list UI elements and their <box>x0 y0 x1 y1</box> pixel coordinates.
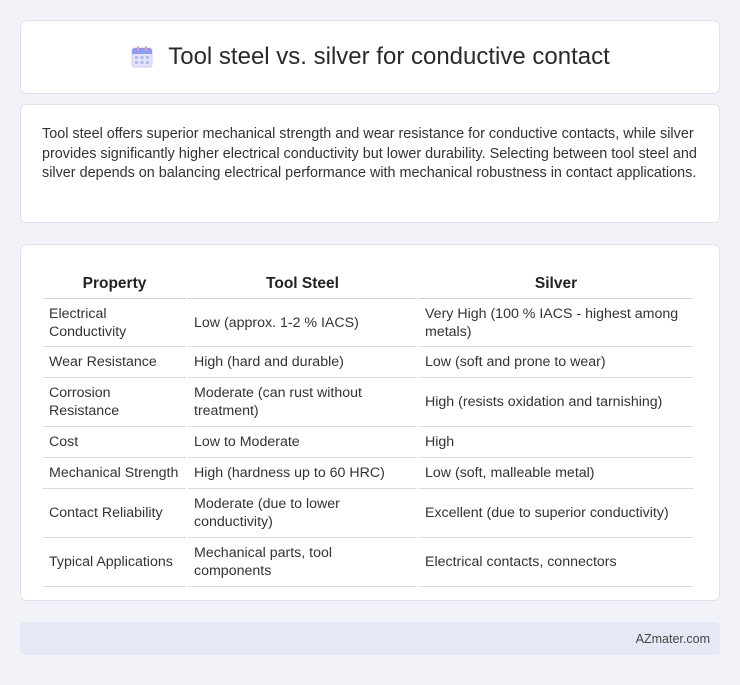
column-header: Property <box>43 265 186 299</box>
table-cell: Cost <box>43 427 186 458</box>
table-cell: High (resists oxidation and tarnishing) <box>419 378 693 427</box>
table-cell: Low (soft and prone to wear) <box>419 347 693 378</box>
summary-card <box>20 104 720 223</box>
table-cell: Low (approx. 1-2 % IACS) <box>188 299 417 347</box>
table-cell: High <box>419 427 693 458</box>
column-header: Silver <box>419 265 693 299</box>
table-cell: Corrosion Resistance <box>43 378 186 427</box>
column-header: Tool Steel <box>188 265 417 299</box>
table-row <box>43 458 693 489</box>
table-cell: Low (soft, malleable metal) <box>419 458 693 489</box>
table-cell: Excellent (due to superior conductivity) <box>419 489 693 538</box>
comparison-card <box>20 244 720 601</box>
table-row <box>43 427 693 458</box>
table-cell: Wear Resistance <box>43 347 186 378</box>
table-cell: Contact Reliability <box>43 489 186 538</box>
table-cell: Mechanical Strength <box>43 458 186 489</box>
table-row <box>43 347 693 378</box>
table-row <box>43 378 693 427</box>
table-cell: Moderate (can rust without treatment) <box>188 378 417 427</box>
table-cell: Electrical contacts, connectors <box>419 538 693 587</box>
table-cell: Typical Applications <box>43 538 186 587</box>
table-row <box>43 538 693 587</box>
title-card <box>20 20 720 94</box>
table-cell: Low to Moderate <box>188 427 417 458</box>
calendar-icon <box>130 45 154 69</box>
table-header-row <box>43 265 693 299</box>
footer-brand: AZmater.com <box>635 631 710 646</box>
comparison-table <box>41 265 695 587</box>
table-cell: High (hardness up to 60 HRC) <box>188 458 417 489</box>
page-title: Tool steel vs. silver for conductive contact <box>168 43 610 70</box>
table-cell: High (hard and durable) <box>188 347 417 378</box>
table-cell: Electrical Conductivity <box>43 299 186 347</box>
table-cell: Very High (100 % IACS - highest among metals) <box>419 299 693 347</box>
table-row <box>43 489 693 538</box>
table-cell: Moderate (due to lower conductivity) <box>188 489 417 538</box>
footer <box>20 622 720 655</box>
table-row <box>43 299 693 347</box>
summary-text: Tool steel offers superior mechanical strength and wear resistance for conductive contacts, while silver provides significantly higher electrical conductivity but lower durability. Selecting between tool steel and silver depends on balancing electrical performance with mechanical robustness in contact applications. <box>42 126 697 181</box>
table-cell: Mechanical parts, tool components <box>188 538 417 587</box>
